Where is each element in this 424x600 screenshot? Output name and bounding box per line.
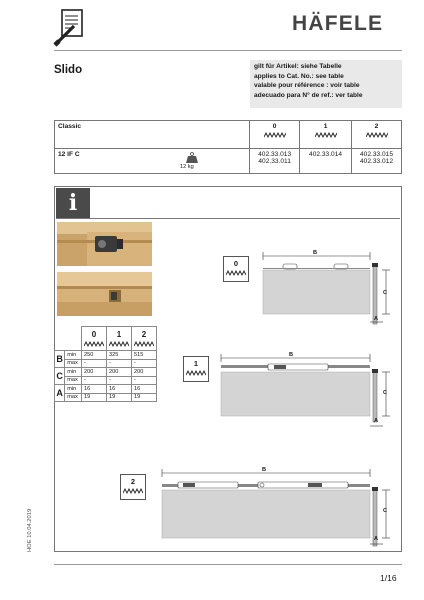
dimension-sub: min [65,351,82,360]
info-icon: i [56,188,90,218]
article-table [54,120,402,174]
product-photo [57,272,152,316]
dimension-value: 250 [82,351,107,360]
spring-icon [109,341,129,347]
dimension-value: 515 [132,351,157,360]
spring-icon [226,270,246,276]
dimension-sub: max [65,359,82,368]
dimension-sub: max [65,376,82,385]
model-name: 12 IF C [58,151,80,158]
dim-label-c: C [383,390,388,396]
spring-icon [123,488,143,494]
weight-icon [185,152,199,164]
type-1-badge [183,356,209,382]
dimension-sub: min [65,368,82,377]
dimension-value: 16 [82,385,107,394]
type-2-badge [120,474,146,500]
dim-label-b: B [262,467,267,473]
dimension-label: A [55,385,65,402]
dimension-value: 16 [107,385,132,394]
article-number: 402.33.013 402.33.011 [250,149,300,174]
dimension-value: - [132,359,157,368]
dim-label-a: A [374,316,379,322]
spring-icon [366,132,388,138]
column-header: 2 [374,123,379,130]
table-title: Classic [55,121,250,149]
dim-label-c: C [383,508,388,514]
applies-line: applies to Cat. No.: see table [254,72,344,80]
column-header: 0 [91,330,97,339]
brand-logo: HÄFELE [292,12,384,35]
type-label: 1 [193,359,199,368]
column-header: 0 [272,123,277,130]
dim-label-a: A [374,418,379,424]
dim-label-a: A [374,536,379,542]
dimension-value: 19 [82,393,107,402]
product-title: Slido [54,64,83,76]
article-number: 402.33.015 402.33.012 [352,149,402,174]
dim-label-b: B [313,250,318,256]
header-divider [54,50,402,51]
applies-line: gilt für Artikel: siehe Tabelle [254,63,342,70]
door-diagram-2 [158,466,398,550]
applies-line: adecuado para N° de ref.: ver table [254,91,363,99]
weight-label: 12 kg [180,164,194,170]
dimension-value: 16 [132,385,157,394]
dimension-label: B [55,351,65,368]
column-header: 1 [116,330,122,339]
article-number: 402.33.014 [300,149,352,174]
dimension-table [54,326,157,402]
dimension-value: 200 [132,368,157,377]
type-0-badge [223,256,249,282]
column-header: 2 [141,330,147,339]
dim-label-c: C [383,290,388,296]
dimension-value: 19 [132,393,157,402]
type-label: 0 [233,259,239,268]
column-header: 1 [323,123,328,130]
product-photo [57,222,152,266]
dimension-value: 19 [107,393,132,402]
dimension-value: 200 [107,368,132,377]
dimension-value: - [107,376,132,385]
dimension-value: 325 [107,351,132,360]
spring-icon [315,132,337,138]
door-diagram-1 [218,350,398,434]
dimension-value: - [82,376,107,385]
document-icon [52,8,86,48]
applies-line: valable pour référence : voir table [254,82,360,90]
footer-divider [54,564,402,565]
dimension-sub: max [65,393,82,402]
dimension-sub: min [65,385,82,394]
info-divider [56,218,400,219]
applies-to-box [250,60,402,108]
spring-icon [186,370,206,376]
dimension-value: - [132,376,157,385]
dimension-value: 200 [82,368,107,377]
type-label: 2 [130,477,136,486]
dimension-label: C [55,368,65,385]
dimension-value: - [82,359,107,368]
spring-icon [84,341,104,347]
document-code: HOE 10.04.2019 [27,508,33,552]
dim-label-b: B [289,352,294,358]
dimension-value: - [107,359,132,368]
spring-icon [134,341,154,347]
page-number: 1/16 [380,573,397,583]
spring-icon [264,132,286,138]
